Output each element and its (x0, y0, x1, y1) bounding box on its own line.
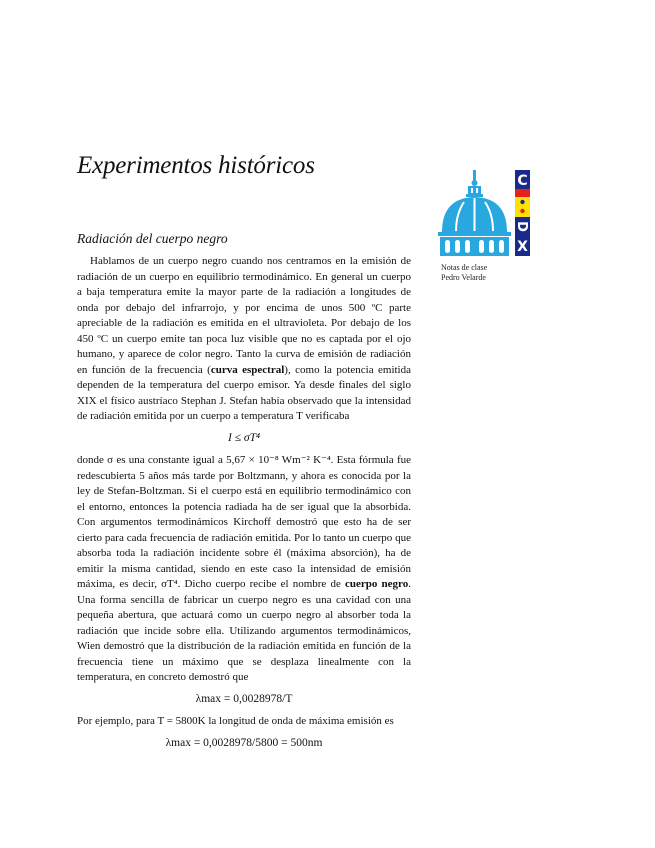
section-title: Radiación del cuerpo negro (77, 231, 228, 246)
body-text (77, 254, 411, 758)
paragraph-2-text: donde σ es una constante igual a 5,67 × 10⁻⁸ Wm⁻² K⁻⁴. Esta fórmula fue redescubierta 5 años más tarde por Boltzmann, y ahora es conocida por la ley de Stefan-Boltzman. Si el cuerpo está en equilibrio termodinámico con el entorno, entonces la potencia radiada ha de ser igual que la absorbida. Con argumentos termodinámicos Kirchoff demostró que esto ha de ser cierto para cada frecuencia de radiación emitida. Por lo tanto un cuerpo que absorba toda la radiación incidente sobre él (máxima absorción), ha de emitir la misma cantidad, siendo en este caso la intensidad de emisión máxima, es decir, σT⁴. Dicho cuerpo recibe el nombre de (77, 454, 411, 590)
paragraph-2 (77, 453, 411, 686)
equation-wien: λmax = 0,0028978/T (195, 692, 293, 705)
chapter-title: Experimentos históricos (77, 152, 315, 179)
logo-letter-x: X (517, 239, 528, 255)
equation-stefan: I ≤ σT⁴ (228, 431, 260, 444)
equation-example: λmax = 0,0028978/5800 = 500nm (165, 736, 323, 749)
paragraph-3: Por ejemplo, para T = 5800K la longitud de onda de máxima emisión es (77, 715, 394, 727)
logo-letter-c: C (517, 173, 528, 189)
dome-logo-icon (436, 168, 532, 260)
paragraph-1 (77, 254, 411, 425)
paragraph-2-end: . Una forma sencilla de fabricar un cuerpo negro es una cavidad con una pequeña abertura, que actuará como un cuerpo negro al absorber toda la radiación que incide sobre ella. Utilizando argumentos termodinámicos, Wien demostró que la distribución de la radiación emitida en función de la frecuencia tiene un máximo que se desplaza linealmente con la temperatura, en concreto demostró que (77, 578, 411, 683)
paragraph-1-end: ), como la potencia emitida dependen de la temperatura del cuerpo emisor. Ya desde finales del siglo XIX el físico austríaco Stephan J. Stefan había observado que la intensidad de radiación emitida por un cuerpo a temperatura T verificaba (77, 363, 411, 422)
term-cuerpo-negro: cuerpo negro (345, 578, 409, 590)
paragraph-1-text: Hablamos de un cuerpo negro cuando nos centramos en la emisión de radiación de un cuerpo en equilibrio termodinámico. En general un cuerpo a baja temperatura emite la mayor parte de la radiación a longitudes de onda por debajo del infrarrojo, y por encima de unos 500 ºC parte apreciable de la radiación es emitida en el ultravioleta. Por debajo de los 450 ºC un cuerpo emite tan poca luz visible que no es captada por el ojo humano, y aparece de color negro. Tanto la curva de emisión de radiación en función de la frecuencia ( (77, 255, 411, 376)
side-notes (441, 263, 487, 283)
side-notes-line-1: Notas de clase (441, 263, 488, 272)
term-curva-espectral: curva espectral (210, 363, 285, 376)
logo-letter-e: E (436, 168, 437, 169)
logo-letter-d: D (514, 221, 529, 232)
side-notes-line-2: Pedro Velarde (441, 273, 486, 282)
